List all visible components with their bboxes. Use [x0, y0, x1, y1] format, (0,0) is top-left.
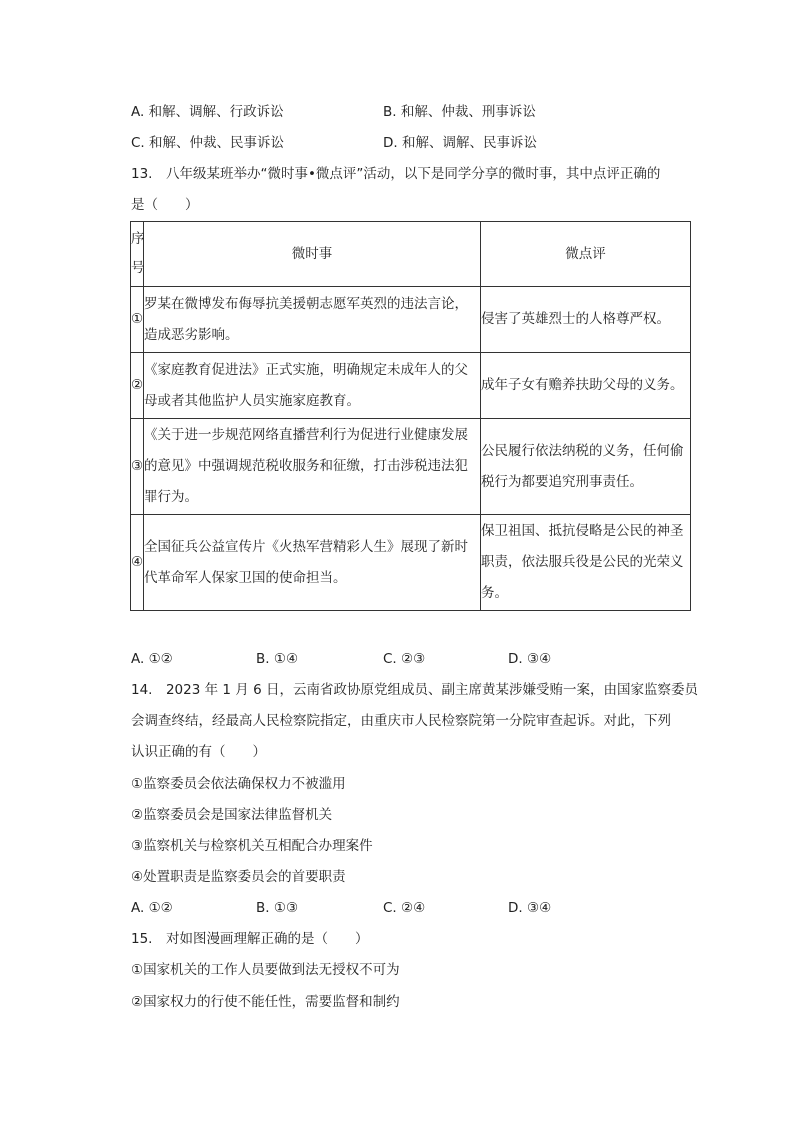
row-event: 全国征兵公益宣传片《火热军营精彩人生》展现了新时 代革命军人保家卫国的使命担当。 — [144, 515, 481, 611]
table-row — [131, 515, 691, 611]
q12-option-a: A. 和解、调解、行政诉讼 — [131, 104, 284, 120]
q14-stem-line1: 14. 2023 年 1 月 6 日，云南省政协原党组成员、副主席黄某涉嫌受贿一案，由国家监察委员 — [131, 682, 698, 698]
q14-option-b: B. ①③ — [256, 900, 299, 916]
q13-stem-line2: 是（ ） — [131, 197, 199, 213]
q13-table — [130, 221, 691, 611]
q12-option-c: C. 和解、仲裁、民事诉讼 — [131, 135, 285, 151]
q14-stem-line3: 认识正确的有（ ） — [131, 744, 266, 760]
q13-option-c: C. ②③ — [383, 651, 426, 667]
q14-option-a: A. ①② — [131, 900, 173, 916]
q13-option-b: B. ①④ — [256, 651, 299, 667]
header-num: 序号 — [131, 222, 144, 287]
row-comment: 成年子女有赡养扶助父母的义务。 — [481, 353, 691, 419]
header-event: 微时事 — [144, 222, 481, 287]
q12-option-d: D. 和解、调解、民事诉讼 — [383, 135, 537, 151]
row-num: ③ — [131, 419, 144, 515]
q13-stem-line1: 13. 八年级某班举办“微时事•微点评”活动，以下是同学分享的微时事，其中点评正确的 — [131, 166, 661, 182]
row-comment: 保卫祖国、抵抗侵略是公民的神圣 职责，依法服兵役是公民的光荣义 务。 — [481, 515, 691, 611]
q13-option-a: A. ①② — [131, 651, 173, 667]
row-event: 《关于进一步规范网络直播营利行为促进行业健康发展 的意见》中强调规范税收服务和征缴，打击涉税违法犯 罪行为。 — [144, 419, 481, 515]
q12-option-b: B. 和解、仲裁、刑事诉讼 — [383, 104, 536, 120]
row-event: 罗某在微博发布侮辱抗美援朝志愿军英烈的违法言论， 造成恶劣影响。 — [144, 287, 481, 353]
q14-stem-line2: 会调查终结，经最高人民检察院指定，由重庆市人民检察院第一分院审查起诉。对此，下列 — [131, 713, 671, 729]
table-row — [131, 419, 691, 515]
table-row — [131, 353, 691, 419]
q13-option-d: D. ③④ — [508, 651, 552, 667]
q14-statement-2: ②监察委员会是国家法律监督机关 — [131, 807, 333, 823]
row-event: 《家庭教育促进法》正式实施，明确规定未成年人的父 母或者其他监护人员实施家庭教育。 — [144, 353, 481, 419]
row-comment: 侵害了英雄烈士的人格尊严权。 — [481, 287, 691, 353]
q14-option-d: D. ③④ — [508, 900, 552, 916]
q14-statement-1: ①监察委员会依法确保权力不被滥用 — [131, 776, 346, 792]
header-comment: 微点评 — [481, 222, 691, 287]
table-row — [131, 287, 691, 353]
q15-statement-1: ①国家机关的工作人员要做到法无授权不可为 — [131, 962, 400, 978]
q14-option-c: C. ②④ — [383, 900, 426, 916]
table-header-row — [131, 222, 691, 287]
row-num: ④ — [131, 515, 144, 611]
row-num: ① — [131, 287, 144, 353]
q14-statement-3: ③监察机关与检察机关互相配合办理案件 — [131, 838, 373, 854]
q15-stem: 15. 对如图漫画理解正确的是（ ） — [131, 931, 369, 947]
q14-statement-4: ④处置职责是监察委员会的首要职责 — [131, 869, 346, 885]
row-num: ② — [131, 353, 144, 419]
q15-statement-2: ②国家权力的行使不能任性，需要监督和制约 — [131, 994, 400, 1010]
row-comment: 公民履行依法纳税的义务，任何偷 税行为都要追究刑事责任。 — [481, 419, 691, 515]
